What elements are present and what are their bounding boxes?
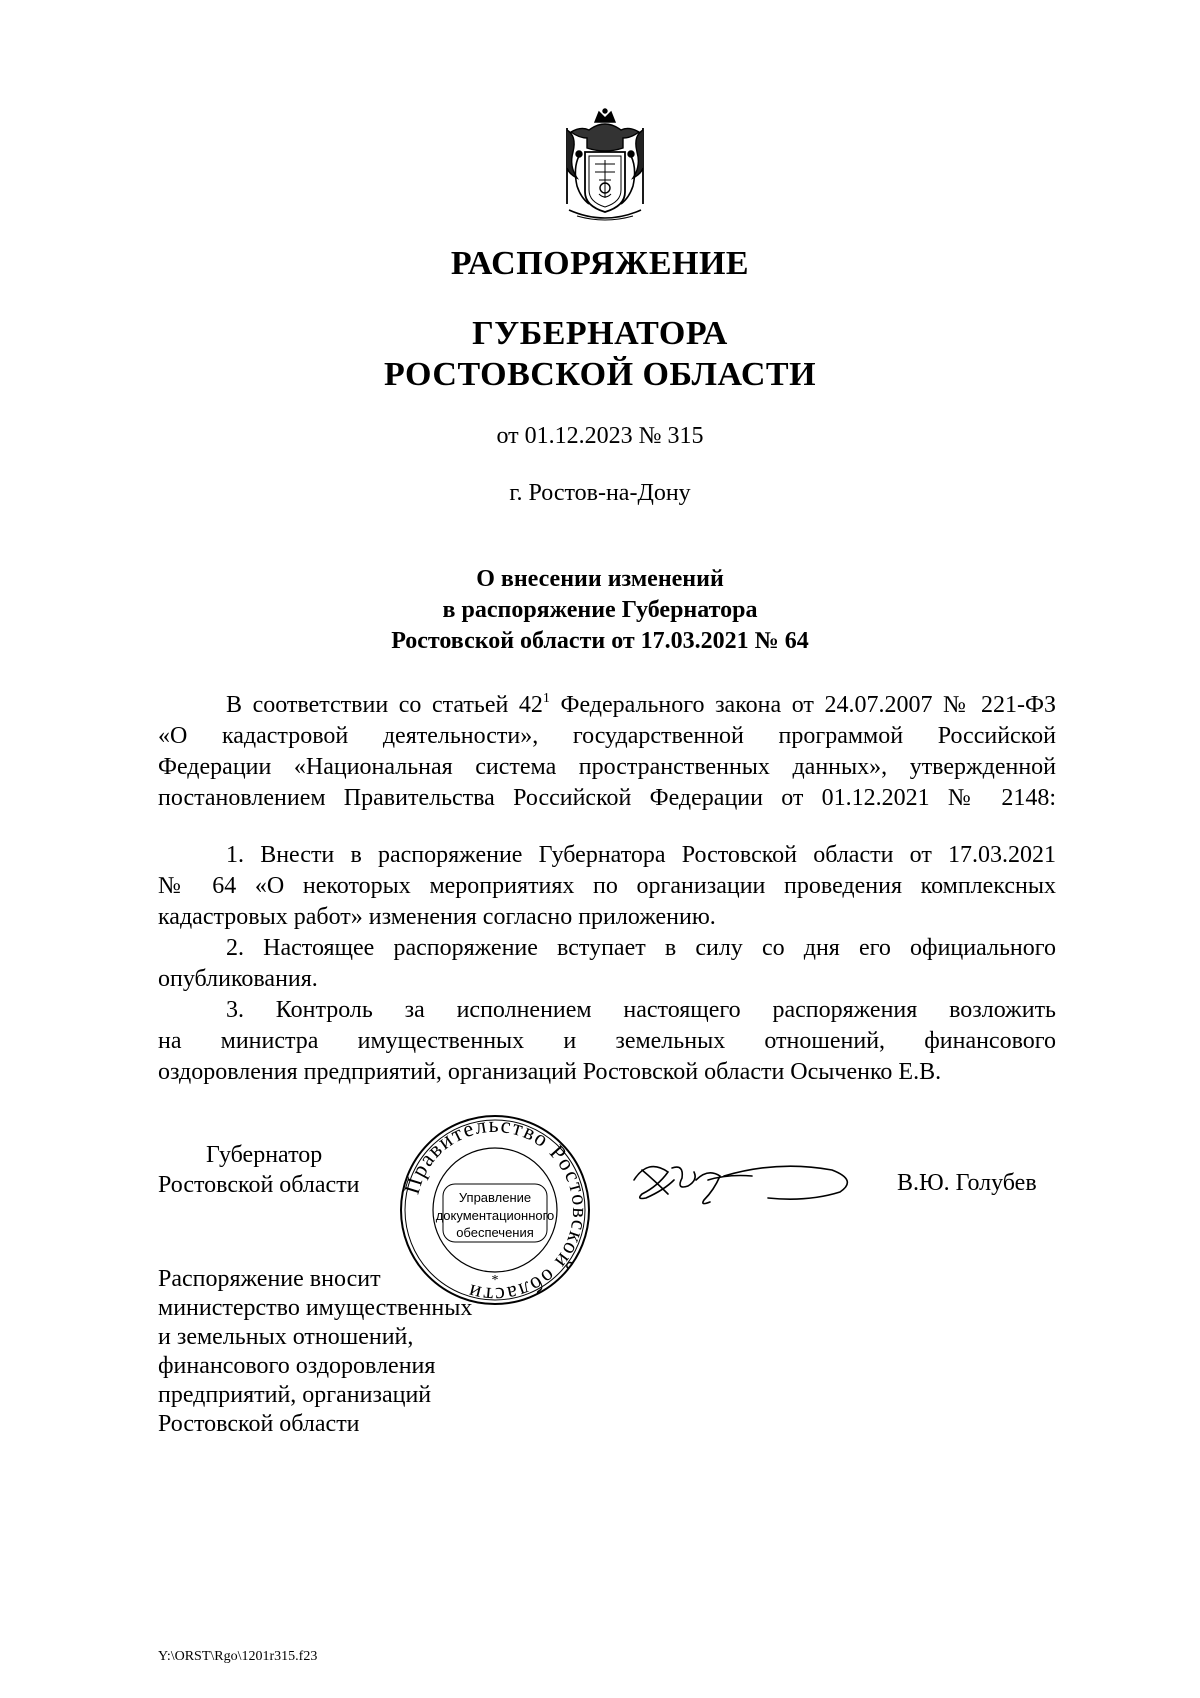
item-3-line: 3. Контроль за исполнением настоящего распоряжения возложить — [226, 997, 1056, 1023]
issuer-title-line1: ГУБЕРНАТОРА — [472, 315, 728, 352]
handwritten-signature — [628, 1150, 858, 1220]
document-type-title: РАСПОРЯЖЕНИЕ — [450, 245, 750, 282]
item-3-line: оздоровления предприятий, организаций Ростовской области Осыченко Е.В. — [158, 1059, 942, 1085]
submitter-block — [158, 1265, 472, 1439]
file-path-footer: Y:\ORST\Rgo\1201r315.f23 — [158, 1649, 318, 1664]
seal-inner-line1: Управление — [458, 1190, 532, 1205]
submitter-line: Распоряжение вносит — [158, 1266, 381, 1292]
order-items — [158, 840, 1056, 1088]
submitter-line: и земельных отношений, — [158, 1324, 414, 1350]
city-of-issue: г. Ростов-на-Дону — [509, 480, 691, 506]
svg-text:*: * — [491, 1273, 499, 1288]
preamble-line: постановлением Правительства Российской Федерации от 01.12.2021 № 2148: — [158, 785, 1056, 811]
seal-inner-line3: обеспечения — [456, 1225, 534, 1240]
item-3-line: на министра имущественных и земельных отношений, финансового — [158, 1028, 1056, 1054]
subject-line1: О внесении изменений — [476, 566, 724, 592]
coat-of-arms-icon — [559, 108, 651, 226]
submitter-line: министерство имущественных — [158, 1295, 473, 1321]
item-1-line: 1. Внести в распоряжение Губернатора Ростовской области от 17.03.2021 — [226, 842, 1056, 868]
seal-outer-text: Правительство Ростовской области — [398, 1112, 593, 1308]
date-and-number: от 01.12.2023 № 315 — [496, 423, 704, 449]
preamble-line: В соответствии со статьей $42^1$ Федерального закона от 24.07.2007 № 221-ФЗ — [226, 691, 1057, 718]
signatory-title-line2: Ростовской области — [158, 1172, 360, 1198]
preamble-line: «О кадастровой деятельности», государственной программой Российской — [158, 723, 1056, 749]
item-2-line: опубликования. — [158, 966, 318, 992]
item-2-line: 2. Настоящее распоряжение вступает в силу со дня его официального — [226, 935, 1056, 961]
signatory-name: В.Ю. Голубев — [897, 1170, 1037, 1196]
submitter-line: финансового оздоровления — [158, 1353, 436, 1379]
subject-line2: в распоряжение Губернатора — [442, 597, 758, 623]
submitter-line: Ростовской области — [158, 1411, 360, 1437]
issuer-title-line2: РОСТОВСКОЙ ОБЛАСТИ — [383, 356, 817, 393]
item-1-line: кадастровых работ» изменения согласно приложению. — [158, 904, 716, 930]
submitter-line: предприятий, организаций — [158, 1382, 432, 1408]
item-1-line: № 64 «О некоторых мероприятиях по организации проведения комплексных — [158, 873, 1056, 899]
preamble-line: Федерации «Национальная система пространственных данных», утвержденной — [158, 754, 1056, 780]
seal-inner-line2: документационного — [435, 1208, 555, 1223]
signatory-title-line1: Губернатор — [206, 1142, 323, 1168]
preamble-paragraph — [158, 690, 1056, 814]
subject-line3: Ростовской области от 17.03.2021 № 64 — [391, 628, 809, 654]
